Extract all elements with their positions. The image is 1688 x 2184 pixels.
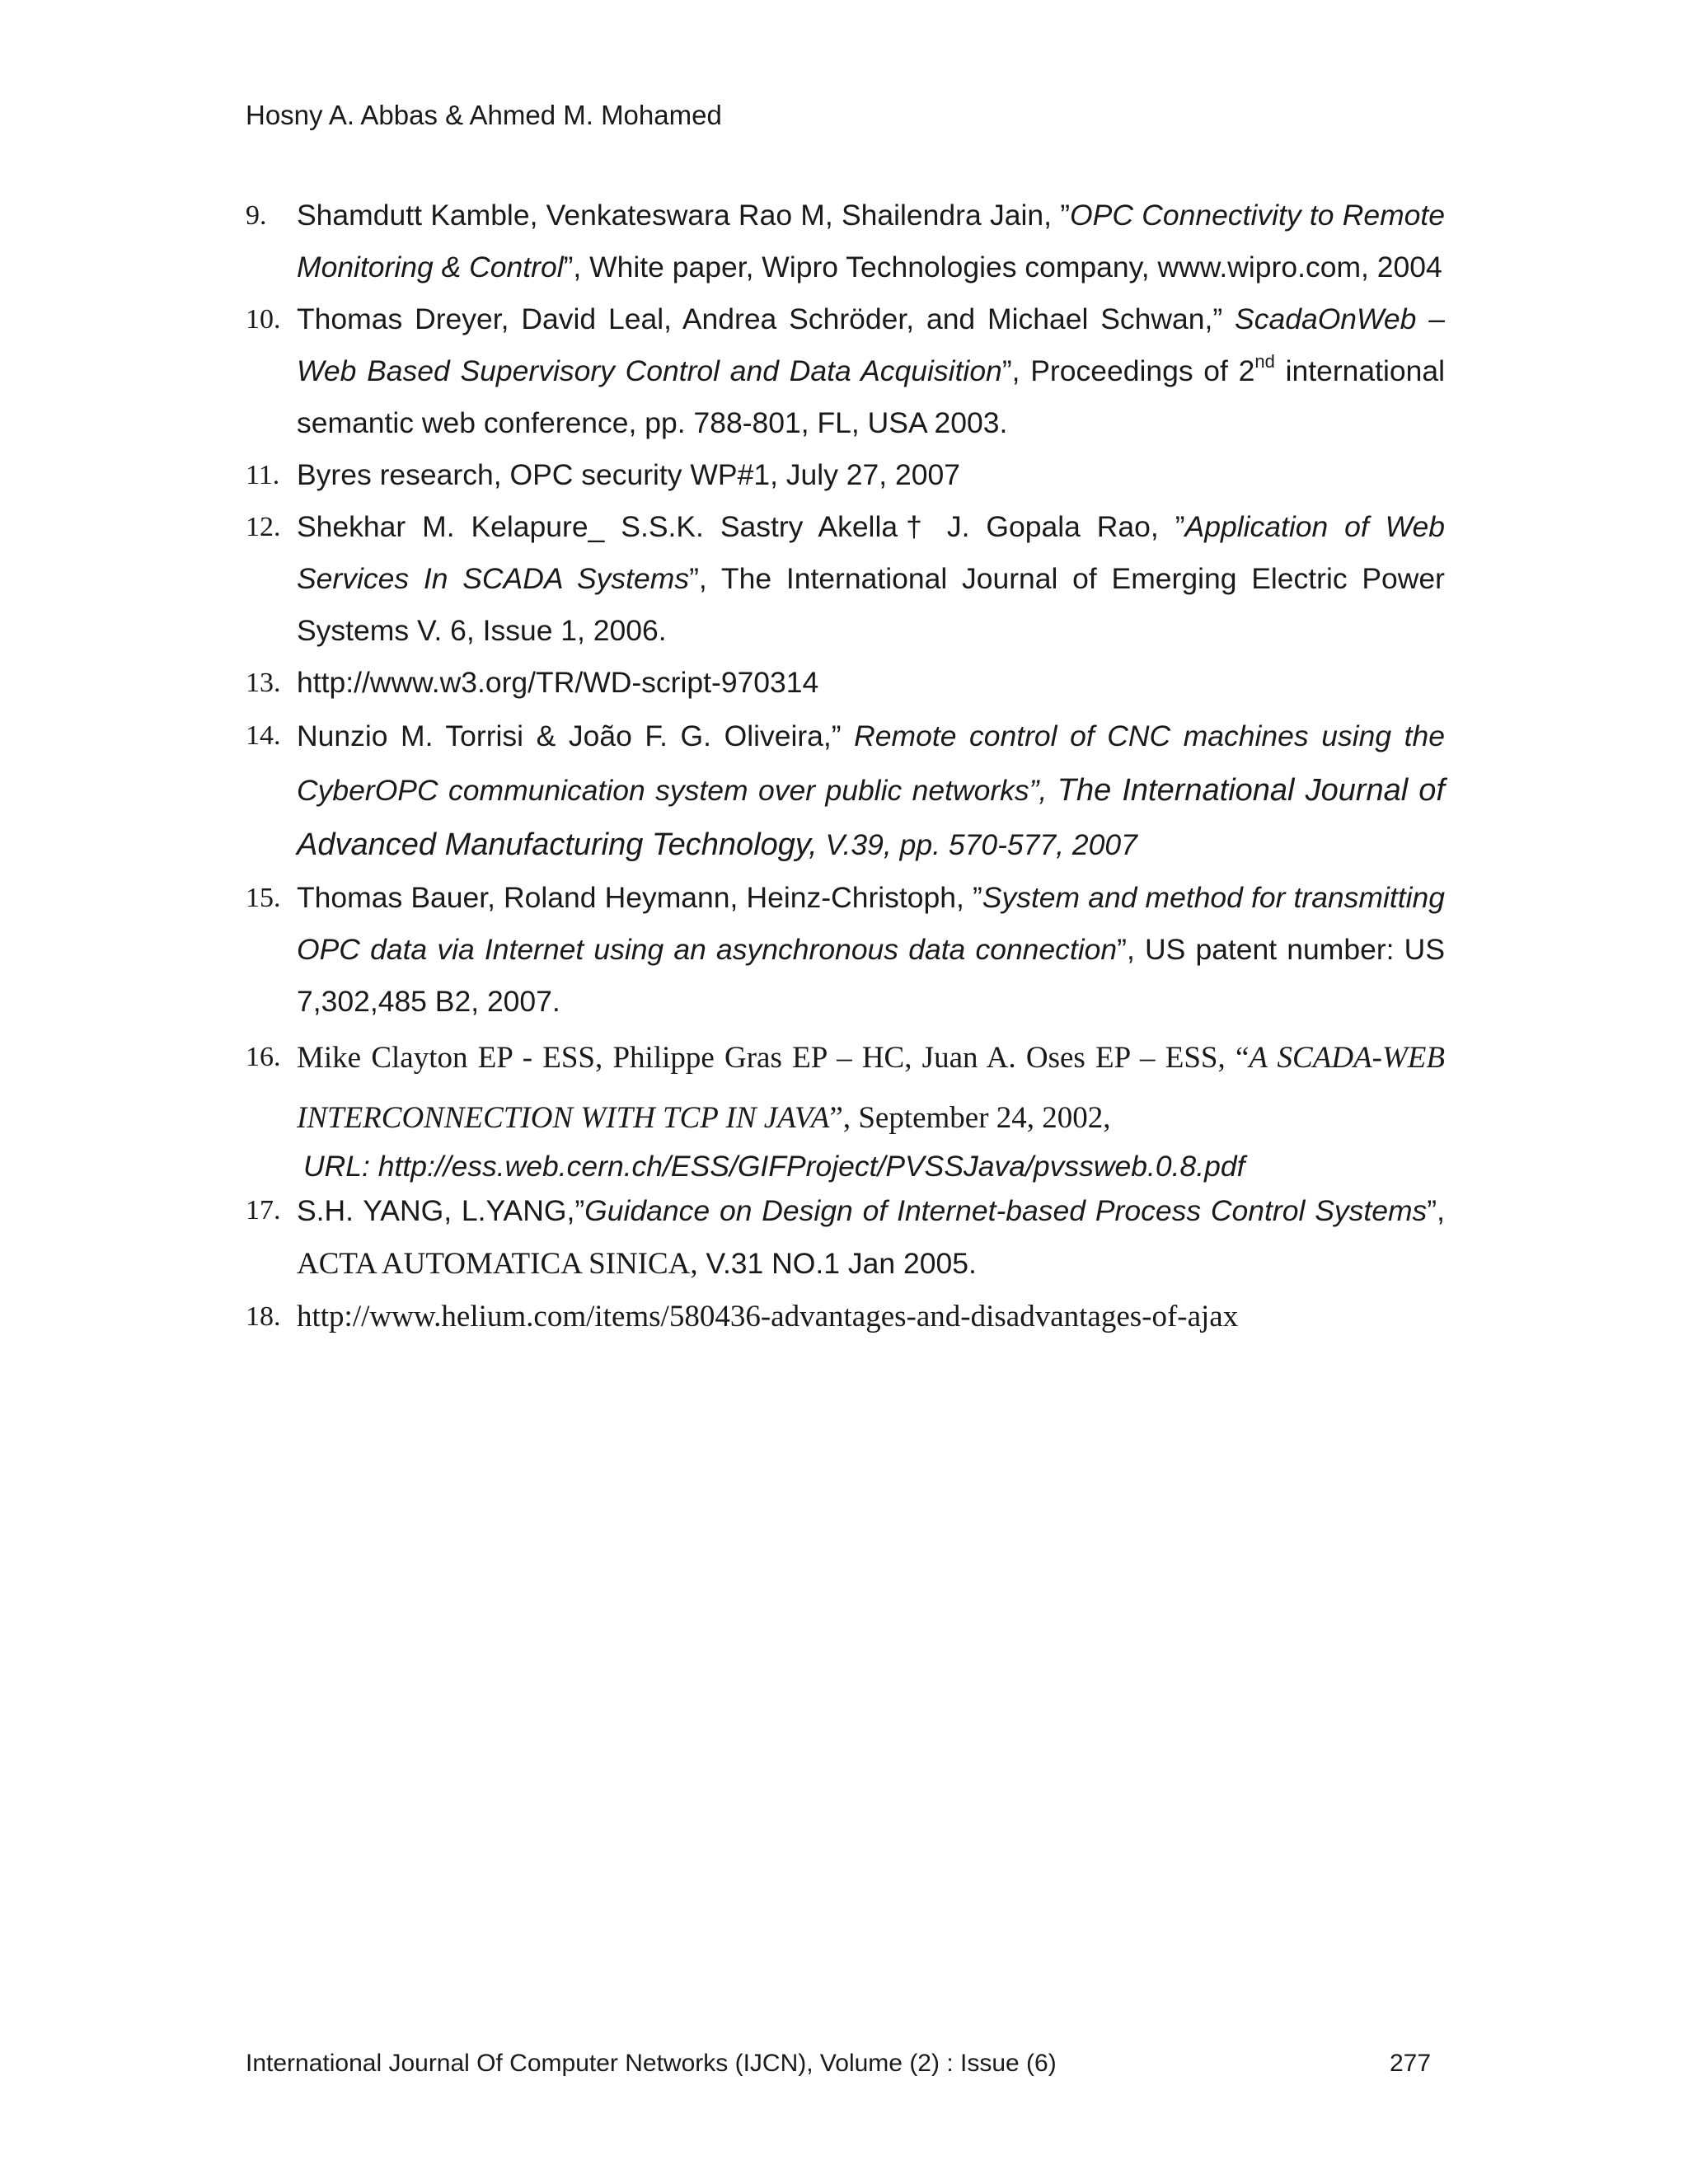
- reference-item: [246, 709, 1445, 872]
- reference-authors: Thomas Bauer, Roland Heymann, Heinz-Christoph, ”: [297, 881, 982, 914]
- reference-journal: The International Journal of Advanced Manufacturing Technology,: [297, 773, 1445, 862]
- reference-source: ”, White paper, Wipro Technologies company, www.wipro.com, 2004: [563, 251, 1442, 284]
- reference-item: [246, 1028, 1445, 1184]
- reference-authors: Thomas Dreyer, David Leal, Andrea Schröder, and Michael Schwan,”: [297, 302, 1236, 335]
- reference-item: [246, 872, 1445, 1028]
- reference-item: [246, 1184, 1445, 1291]
- reference-source: ”, US patent number: US 7,302,485 B2, 2007.: [297, 933, 1445, 1018]
- reference-title: Remote control of CNC machines using the CyberOPC communication system over public networks”,: [297, 719, 1445, 807]
- reference-number: 12.: [246, 512, 281, 542]
- reference-source: ”, The International Journal of Emerging Electric Power Systems V. 6, Issue 1, 2006.: [297, 562, 1445, 647]
- reference-number: 14.: [246, 720, 281, 751]
- footer-journal-info: International Journal Of Computer Networks (IJCN), Volume (2) : Issue (6): [246, 2050, 1057, 2077]
- reference-title: A SCADA-WEB INTERCONNECTION WITH TCP IN JAVA: [297, 1041, 1445, 1135]
- reference-title: Application of Web Services In SCADA Systems: [297, 510, 1446, 595]
- reference-source: ”,: [1427, 1194, 1445, 1227]
- reference-number: 15.: [246, 883, 281, 913]
- reference-title: System and method for transmitting OPC data via Internet using an asynchronous data connection: [297, 881, 1445, 966]
- reference-source-cont: V.31 NO.1 Jan 2005.: [697, 1247, 977, 1280]
- reference-source: ”, Proceedings of 2: [1001, 354, 1255, 387]
- reference-url: http://www.w3.org/TR/WD-script-970314: [297, 666, 819, 699]
- reference-title: ScadaOnWeb – Web Based Supervisory Control and Data Acquisition: [297, 302, 1445, 387]
- reference-item: [246, 293, 1445, 449]
- reference-item: [246, 657, 1445, 709]
- ordinal-suffix: nd: [1254, 351, 1275, 372]
- reference-number: 13.: [246, 668, 281, 698]
- reference-source-cont: international semantic web conference, pp. 788-801, FL, USA 2003.: [297, 354, 1445, 439]
- reference-source: V.39, pp. 570-577, 2007: [817, 828, 1137, 861]
- reference-number: 9.: [246, 200, 267, 231]
- reference-authors: Nunzio M. Torrisi & João F. G. Oliveira,”: [297, 719, 855, 752]
- reference-authors: Shamdutt Kamble, Venkateswara Rao M, Shailendra Jain, ”: [297, 199, 1071, 232]
- reference-journal: ACTA AUTOMATICA SINICA,: [297, 1247, 698, 1281]
- reference-item: [246, 1291, 1445, 1343]
- reference-authors: Shekhar M. Kelapure_ S.S.K. Sastry Akella† J. Gopala Rao, ”: [297, 510, 1185, 543]
- reference-number: 18.: [246, 1301, 281, 1332]
- reference-title: Guidance on Design of Internet-based Process Control Systems: [584, 1194, 1428, 1227]
- reference-number: 10.: [246, 304, 281, 335]
- reference-authors: S.H. YANG, L.YANG,”: [297, 1194, 585, 1227]
- reference-item: [246, 190, 1445, 293]
- reference-authors: Mike Clayton EP - ESS, Philippe Gras EP – HC, Juan A. Oses EP – ESS, “: [297, 1041, 1250, 1075]
- page-number: 277: [1390, 2050, 1432, 2077]
- reference-url: URL: http://ess.web.cern.ch/ESS/GIFProject/PVSSJava/pvssweb.0.8.pdf: [303, 1150, 1245, 1183]
- reference-item: [246, 449, 1445, 501]
- reference-number: 17.: [246, 1195, 281, 1226]
- reference-item: [246, 501, 1445, 657]
- running-head-authors: Hosny A. Abbas & Ahmed M. Mohamed: [246, 100, 722, 130]
- reference-number: 16.: [246, 1042, 281, 1072]
- reference-list: [246, 190, 1445, 1343]
- reference-url: http://www.helium.com/items/580436-advantages-and-disadvantages-of-ajax: [297, 1300, 1239, 1333]
- reference-number: 11.: [246, 460, 280, 490]
- reference-title: OPC Connectivity to Remote Monitoring & Control: [297, 199, 1445, 284]
- reference-source: ”, September 24, 2002,: [829, 1101, 1111, 1135]
- reference-text: Byres research, OPC security WP#1, July 27, 2007: [297, 458, 960, 491]
